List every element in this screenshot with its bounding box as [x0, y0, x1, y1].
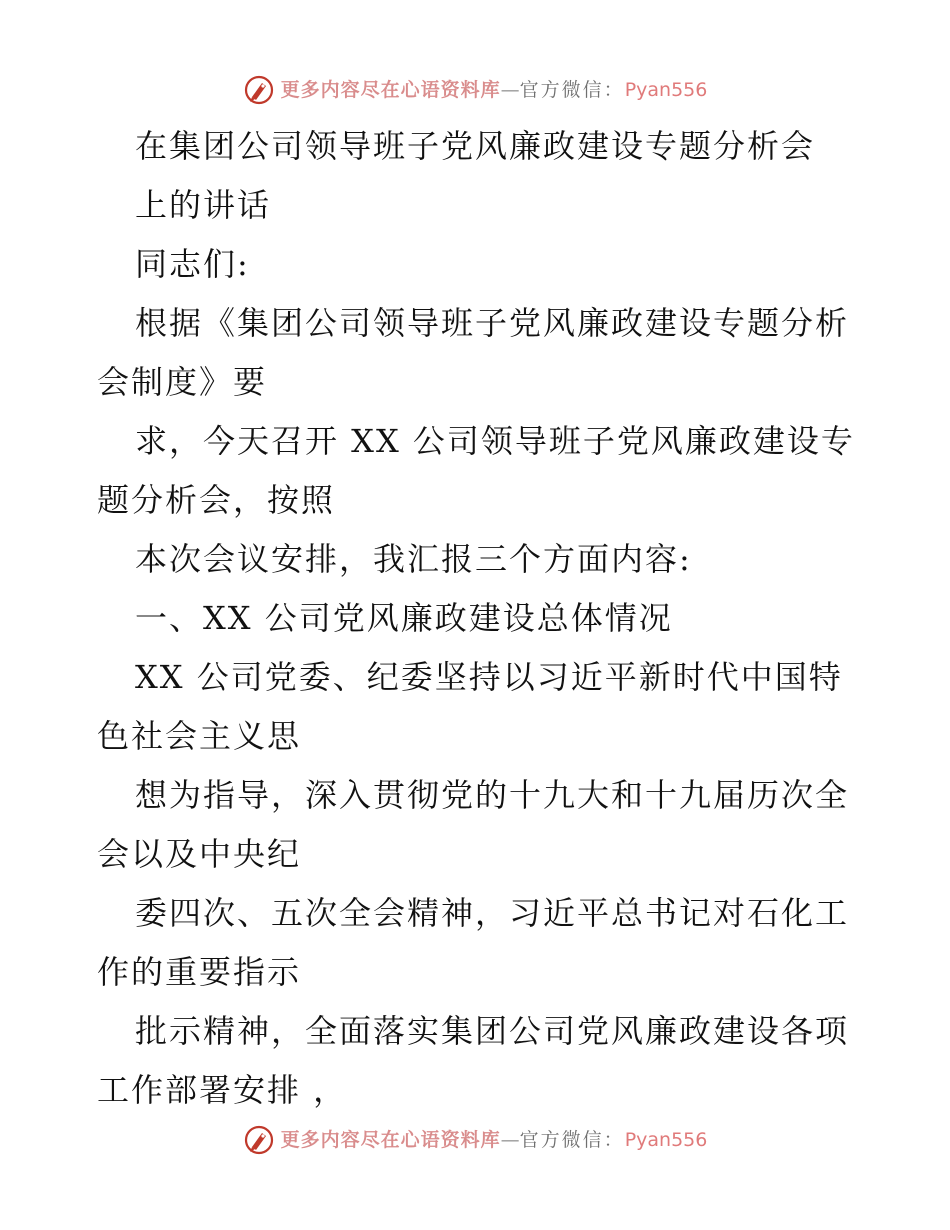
watermark-wechat-id: Pyan556 — [624, 79, 708, 101]
watermark-wechat-id: Pyan556 — [624, 1129, 708, 1151]
title-line-2: 上的讲话 — [135, 186, 272, 224]
paragraph-line: 题分析会，按照 — [97, 481, 336, 519]
paragraph-line: 求，今天召开 XX 公司领导班子党风廉政建设专 — [135, 422, 855, 460]
footer-watermark — [0, 1120, 950, 1160]
paragraph-line: XX 公司党委、纪委坚持以习近平新时代中国特 — [135, 658, 843, 696]
title-line-1: 在集团公司领导班子党风廉政建设专题分析会 — [135, 127, 816, 165]
salutation: 同志们: — [135, 245, 250, 283]
watermark-wechat-label: 官方微信： — [519, 79, 625, 101]
watermark-separator: — — [500, 79, 520, 101]
paragraph-line: 本次会议安排，我汇报三个方面内容: — [135, 540, 692, 578]
watermark-text: 更多内容尽在心语资料库 — [280, 1129, 501, 1151]
watermark-wechat-label: 官方微信： — [519, 1129, 625, 1151]
paragraph-line: 委四次、五次全会精神，习近平总书记对石化工 — [135, 894, 850, 932]
paragraph-line: 批示精神，全面落实集团公司党风廉政建设各项 — [135, 1012, 850, 1050]
watermark-text: 更多内容尽在心语资料库 — [280, 79, 501, 101]
paragraph-line: 想为指导，深入贯彻党的十九大和十九届历次全 — [135, 776, 850, 814]
paragraph-line: 会以及中央纪 — [97, 835, 302, 873]
paragraph-line: 作的重要指示 — [97, 953, 302, 991]
paragraph-line: 会制度》要 — [97, 363, 268, 401]
paragraph-line: 工作部署安排 ， — [97, 1071, 348, 1109]
document-body — [97, 117, 857, 1120]
paragraph-line: 色社会主义思 — [97, 717, 302, 755]
header-watermark — [0, 70, 950, 110]
watermark-separator: — — [500, 1129, 520, 1151]
section-heading: 一、XX 公司党风廉政建设总体情况 — [135, 599, 673, 637]
paragraph-line: 根据《集团公司领导班子党风廉政建设专题分析 — [135, 304, 850, 342]
pen-nib-logo-icon — [243, 74, 275, 106]
pen-nib-logo-icon — [243, 1124, 275, 1156]
